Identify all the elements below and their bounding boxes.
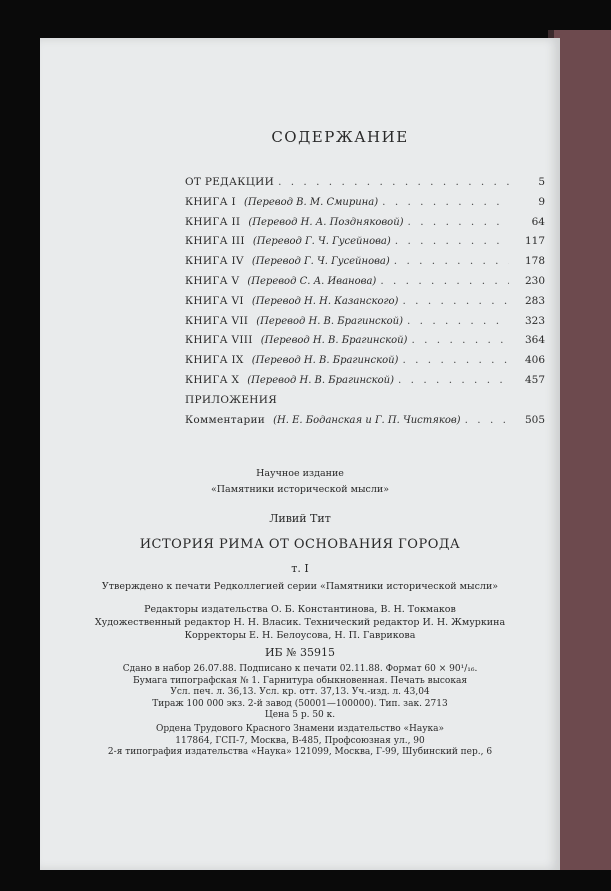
toc-entry-page: 457 xyxy=(524,373,545,386)
toc-entry-page: 117 xyxy=(524,235,545,248)
print-detail-line: Усл. печ. л. 36,13. Усл. кр. отт. 37,13. Уч.-изд. л. 43,04 xyxy=(170,687,430,697)
toc-entry xyxy=(185,255,545,275)
toc-entry-translator: (Перевод Н. А. Поздняковой) xyxy=(248,216,404,228)
toc-entry-page: 283 xyxy=(524,294,545,307)
toc-entry-translator: (Перевод Г. Ч. Гусейнова) xyxy=(251,256,390,268)
toc-entry xyxy=(185,275,545,295)
author-name: Ливий Тит xyxy=(269,512,331,525)
ib-number: ИБ № 35915 xyxy=(264,646,336,659)
toc-entry xyxy=(185,235,545,255)
toc-entry xyxy=(185,354,545,374)
toc-entry-page: 323 xyxy=(524,314,545,327)
toc-entry-page: 178 xyxy=(524,255,545,268)
toc-leader xyxy=(407,315,509,327)
toc-entry-translator: (Перевод Н. В. Брагинской) xyxy=(251,355,399,367)
toc-leader xyxy=(465,414,509,426)
toc-entry-translator: (Н. Е. Боданская и Г. П. Чистяков) xyxy=(273,414,461,426)
toc-entry-page: 64 xyxy=(531,215,545,228)
publisher-line: 117864, ГСП-7, Москва, В-485, Профсоюзная ул., 90 xyxy=(175,735,425,746)
toc-entry xyxy=(185,334,545,354)
proofreaders-line: Корректоры Е. Н. Белоусова, Н. П. Гаврикова xyxy=(184,630,416,641)
toc-entry-translator: (Перевод Г. Ч. Гусейнова) xyxy=(252,236,391,248)
toc-entry xyxy=(185,196,545,216)
toc-entry-page: 406 xyxy=(524,354,545,367)
toc-entry-translator: (Перевод Н. В. Брагинской) xyxy=(247,374,394,386)
toc-entry xyxy=(185,374,545,394)
toc-entry-label: КНИГА X xyxy=(185,373,240,386)
toc-entry-label: КНИГА IX xyxy=(185,354,244,367)
publisher-line: Ордена Трудового Красного Знамени издательство «Наука» xyxy=(155,724,445,734)
toc-entry xyxy=(185,394,545,414)
toc-leader xyxy=(382,196,509,208)
toc-entry xyxy=(185,414,545,434)
volume-number: т. I xyxy=(291,562,309,575)
print-detail-line: Тираж 100 000 экз. 2-й завод (50001—100000). Тип. зак. 2713 xyxy=(152,698,448,709)
toc-entry-label: КНИГА I xyxy=(185,195,236,208)
toc-entry xyxy=(185,295,545,315)
toc-entry-label: КНИГА VI xyxy=(185,294,244,307)
toc-entry-translator: (Перевод Н. В. Брагинской) xyxy=(256,315,403,327)
toc-entry-translator: (Перевод С. А. Иванова) xyxy=(247,275,377,287)
toc-entry-page: 505 xyxy=(524,413,545,426)
book-title: ИСТОРИЯ РИМА ОТ ОСНОВАНИЯ ГОРОДА xyxy=(139,537,461,552)
toc-entry-page: 230 xyxy=(524,274,545,287)
toc-leader xyxy=(394,255,509,267)
print-detail-line: Цена 5 р. 50 к. xyxy=(264,710,336,720)
toc-leader xyxy=(402,295,509,307)
print-detail-line: Бумага типографская № 1. Гарнитура обыкновенная. Печать высокая xyxy=(132,675,468,686)
publisher-line: 2-я типография издательства «Наука» 121099, Москва, Г-99, Шубинский пер., 6 xyxy=(107,747,493,757)
toc-entry-label: КНИГА VIII xyxy=(185,334,253,347)
toc-leader xyxy=(380,275,509,287)
print-details xyxy=(0,664,600,722)
toc-leader xyxy=(278,176,509,188)
toc-leader xyxy=(411,334,509,346)
edition-type: Научное издание xyxy=(256,468,344,479)
series-name: «Памятники исторической мысли» xyxy=(210,484,390,495)
toc-entry-translator: (Перевод Н. Н. Казанского) xyxy=(251,295,399,307)
toc-entry-label: Комментарии xyxy=(185,413,266,426)
approval-note: Утверждено к печати Редколлегией серии «Памятники исторической мысли» xyxy=(101,581,499,592)
toc-list xyxy=(185,176,545,433)
toc-entry-label: КНИГА III xyxy=(185,235,245,248)
toc-title: СОДЕРЖАНИЕ xyxy=(271,128,409,146)
art-editor-line: Художественный редактор Н. Н. Власик. Технический редактор И. Н. Жмуркина xyxy=(94,617,506,628)
toc-leader xyxy=(408,216,509,228)
toc-entry-translator: (Перевод Н. В. Брагинской) xyxy=(260,335,408,347)
toc-leader xyxy=(402,354,509,366)
print-detail-line: Сдано в набор 26.07.88. Подписано к печати 02.11.88. Формат 60 × 90¹/₁₆. xyxy=(122,664,478,674)
publisher-details xyxy=(0,724,600,759)
editors-line: Редакторы издательства О. Б. Константинова, В. Н. Токмаков xyxy=(144,604,456,615)
toc-entry-label: ОТ РЕДАКЦИИ xyxy=(185,176,275,188)
toc-entry-label: КНИГА V xyxy=(185,274,240,287)
toc-entry-page: 364 xyxy=(524,334,545,347)
toc-entry-page: 5 xyxy=(538,176,545,188)
toc-entry-translator: (Перевод В. М. Смирина) xyxy=(243,196,379,208)
toc-entry-page: 9 xyxy=(538,195,545,208)
toc-entry xyxy=(185,216,545,236)
toc-entry-label: КНИГА IV xyxy=(185,255,244,268)
toc-leader xyxy=(395,235,509,247)
toc-leader xyxy=(398,374,509,386)
toc-entry xyxy=(185,315,545,335)
toc-entry-label: ПРИЛОЖЕНИЯ xyxy=(185,393,278,406)
toc-entry-label: КНИГА VII xyxy=(185,314,249,327)
toc-entry-label: КНИГА II xyxy=(185,215,241,228)
toc-entry xyxy=(185,176,545,196)
